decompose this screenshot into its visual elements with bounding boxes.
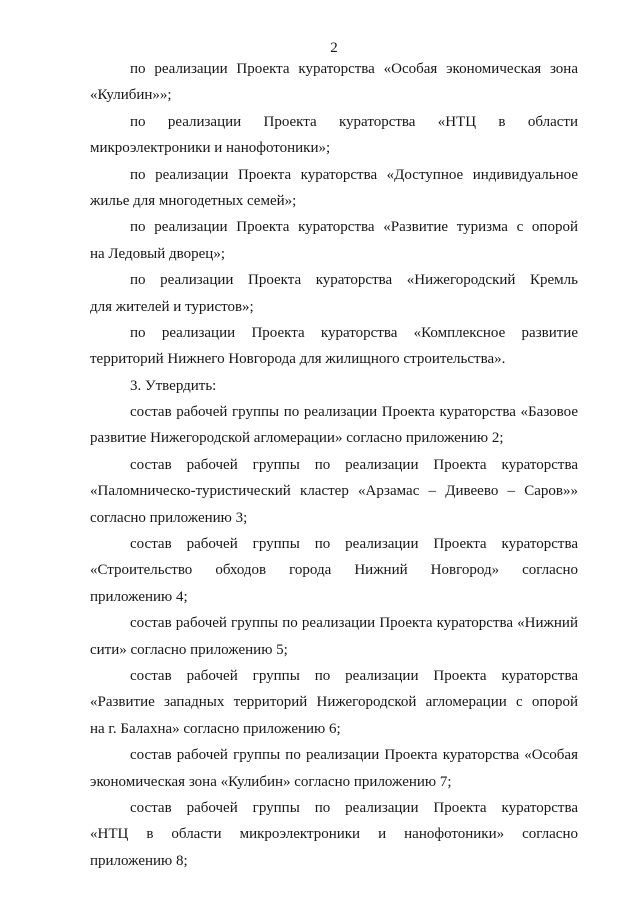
page-number: 2 (330, 40, 338, 56)
text-line: сити» согласно приложению 5; (90, 641, 288, 658)
text-line: «Развитие западных территорий Нижегородской агломерации с опорой (90, 694, 578, 711)
text-line: экономическая зона «Кулибин» согласно приложению 7; (90, 773, 452, 790)
text-line: приложению 8; (90, 852, 188, 869)
text-line: согласно приложению 3; (90, 509, 248, 526)
text-line: по реализации Проекта кураторства «НТЦ в области (130, 113, 578, 130)
text-line: «Строительство обходов города Нижний Новгород» согласно (90, 562, 578, 579)
paragraph (90, 320, 578, 373)
paragraph (90, 610, 578, 663)
text-line: на г. Балахна» согласно приложению 6; (90, 720, 341, 737)
text-line: «Кулибин»»; (90, 87, 172, 104)
text-line: приложению 4; (90, 588, 188, 605)
paragraph (90, 399, 578, 452)
text-line: состав рабочей группы по реализации Проекта кураторства (130, 536, 578, 553)
text-line: развитие Нижегородской агломерации» согласно приложению 2; (90, 430, 504, 447)
text-line: состав рабочей группы по реализации Проекта кураторства «Нижний (130, 615, 578, 632)
paragraph (90, 531, 578, 610)
text-line: состав рабочей группы по реализации Проекта кураторства (130, 456, 578, 473)
paragraph (90, 162, 578, 215)
paragraph (90, 742, 578, 795)
text-line: по реализации Проекта кураторства «Комплексное развитие (130, 324, 578, 341)
text-line: состав рабочей группы по реализации Проекта кураторства (130, 667, 578, 684)
paragraph (90, 373, 578, 399)
text-line: состав рабочей группы по реализации Проекта кураторства (130, 799, 578, 816)
text-line: на Ледовый дворец»; (90, 245, 225, 262)
text-line: микроэлектроники и нанофотоники»; (90, 140, 331, 157)
text-line: для жителей и туристов»; (90, 298, 254, 315)
text-line: «НТЦ в области микроэлектроники и нанофотоники» согласно (90, 826, 578, 843)
paragraph (90, 56, 578, 109)
text-line: «Паломническо-туристический кластер «Арзамас – Дивеево – Саров»» (90, 483, 578, 500)
paragraph (90, 452, 578, 531)
paragraph (90, 109, 578, 162)
text-line: по реализации Проекта кураторства «Развитие туризма с опорой (130, 219, 578, 236)
paragraph (90, 663, 578, 742)
paragraph (90, 214, 578, 267)
text-line: по реализации Проекта кураторства «Особая экономическая зона (130, 61, 578, 77)
paragraph (90, 795, 578, 874)
text-line: жилье для многодетных семей»; (90, 192, 297, 209)
text-line: территорий Нижнего Новгорода для жилищного строительства». (90, 351, 506, 368)
text-line: состав рабочей группы по реализации Проекта кураторства «Особая (130, 747, 578, 764)
text-line: состав рабочей группы по реализации Проекта кураторства «Базовое (130, 404, 578, 421)
paragraph (90, 267, 578, 320)
text-line: 3. Утвердить: (130, 377, 217, 394)
text-line: по реализации Проекта кураторства «Нижегородский Кремль (130, 272, 578, 289)
text-line: по реализации Проекта кураторства «Доступное индивидуальное (130, 166, 578, 183)
document-body (90, 56, 578, 874)
